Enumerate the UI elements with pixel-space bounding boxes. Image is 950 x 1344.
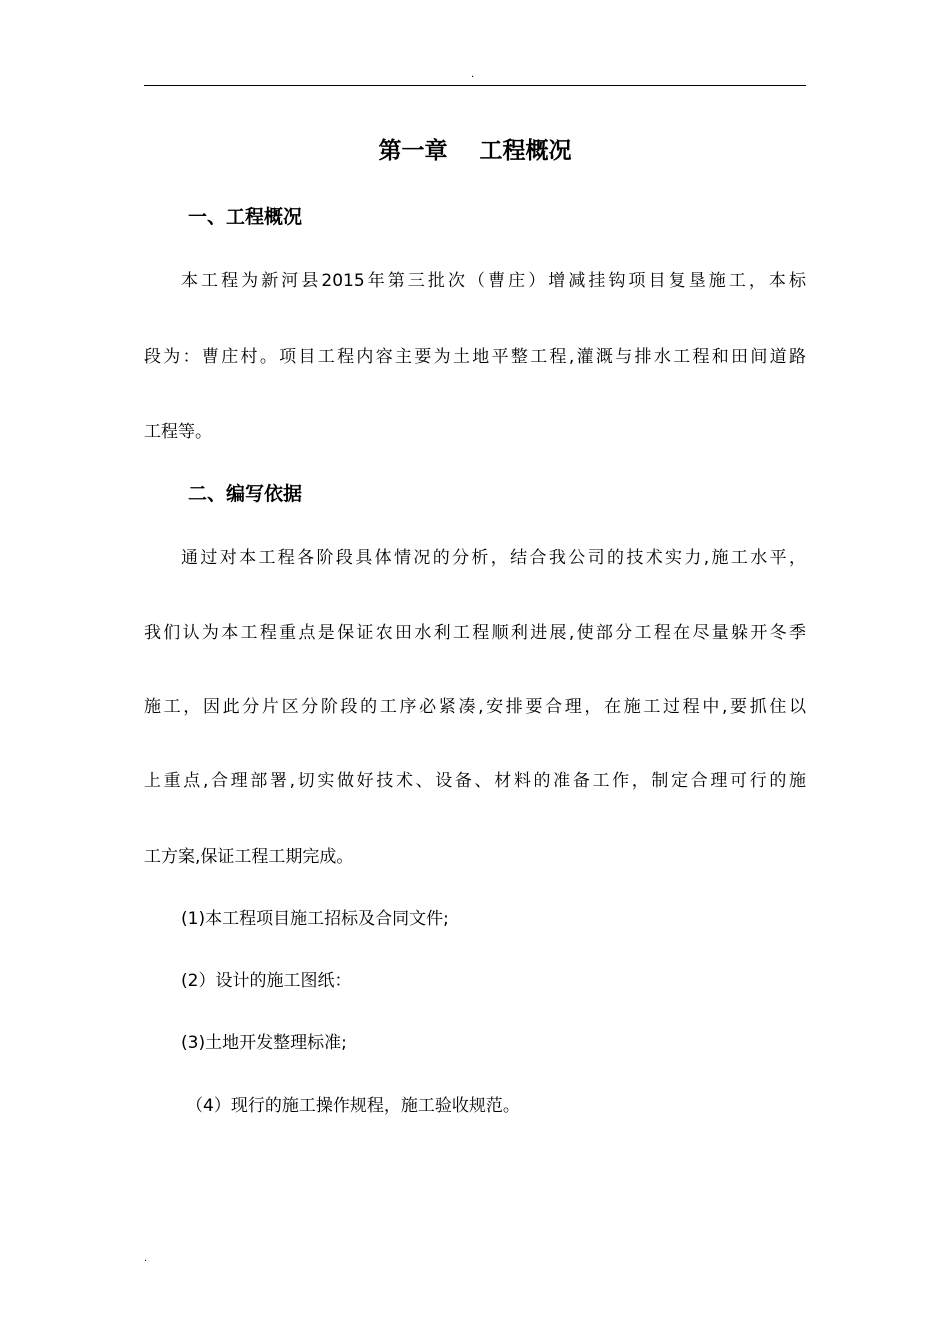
- basis-line-5: 工方案,保证工程工期完成。: [144, 847, 354, 867]
- basis-list-item-2: (2）设计的施工图纸：: [181, 971, 352, 991]
- basis-line-1: 通过对本工程各阶段具体情况的分析，结合我公司的技术实力,施工水平，: [181, 548, 806, 568]
- basis-line-2: 我们认为本工程重点是保证农田水利工程顺利进展,使部分工程在尽量躲开冬季: [144, 623, 806, 643]
- basis-list-item-4: （4）现行的施工操作规程，施工验收规范。: [186, 1096, 520, 1116]
- overview-line-1: 本工程为新河县2015年第三批次（曹庄）增减挂钩项目复垦施工，本标: [181, 271, 806, 291]
- section-heading-basis: 二、编写依据: [188, 483, 303, 505]
- section-heading-overview: 一、工程概况: [188, 206, 303, 228]
- basis-line-3: 施工，因此分片区分阶段的工序必紧凑,安排要合理，在施工过程中,要抓住以: [144, 697, 806, 717]
- chapter-title: 第一章 工程概况: [378, 138, 572, 164]
- footer-mark: .: [144, 1253, 148, 1264]
- basis-list-item-3: (3)土地开发整理标准;: [181, 1033, 347, 1053]
- overview-line-3: 工程等。: [144, 422, 212, 442]
- header-mark: .: [471, 69, 475, 80]
- basis-line-4: 上重点,合理部署,切实做好技术、设备、材料的准备工作，制定合理可行的施: [144, 771, 806, 791]
- overview-line-2: 段为：曹庄村。项目工程内容主要为土地平整工程,灌溉与排水工程和田间道路: [144, 347, 806, 367]
- basis-list-item-1: (1)本工程项目施工招标及合同文件;: [181, 909, 449, 929]
- header-rule: [144, 85, 806, 86]
